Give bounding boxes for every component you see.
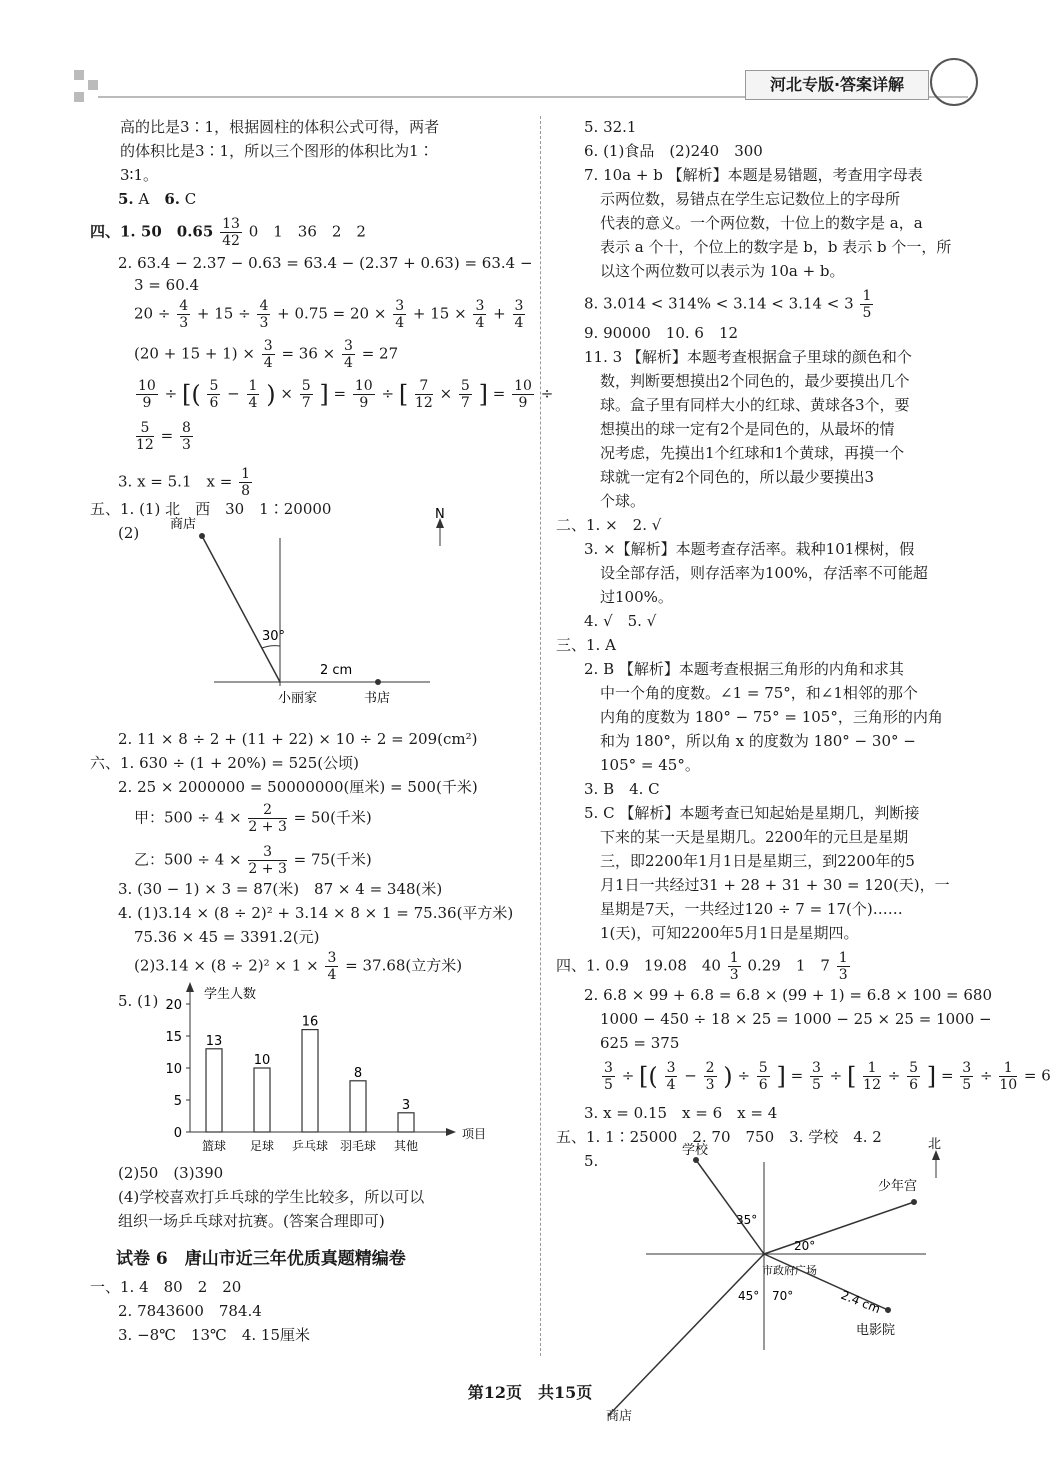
category-label: 其他 bbox=[393, 1139, 419, 1153]
text-line: 2. 63.4 − 2.37 − 0.63 = 63.4 − (2.37 + 0.63) = 63.4 − bbox=[118, 254, 533, 272]
category-label: 羽毛球 bbox=[339, 1139, 377, 1153]
angle-arc bbox=[262, 646, 280, 648]
bar-value-label: 10 bbox=[253, 1053, 271, 1068]
text-line: 1(天)，可知2200年5月1日是星期四。 bbox=[600, 924, 859, 942]
text-line: 以这个两位数可以表示为 10a + b。 bbox=[600, 262, 845, 280]
equation-line: 乙：500 ÷ 4 × $\frac{3}{2 + 3}$ = 75(千米) bbox=[134, 844, 372, 877]
fraction: $\frac{13}{42}$ bbox=[222, 216, 240, 249]
shop-ray bbox=[202, 536, 280, 682]
answer-line: 2. B 【解析】本题考查根据三角形的内角和求其 bbox=[584, 660, 904, 678]
equation-line: $\frac{3}{5}$ ÷ [( $\frac{3}{4}$ − $\frac{2}{3}$ ) ÷ $\frac{5}{6}$ ] = $\frac{3}{5}$ ÷ [ $\frac{1}{12}$ ÷ $\frac{5}{6}$ ] = $\frac{3}{5}$ ÷ $\frac{1}{10}$ = 6 bbox=[604, 1060, 1051, 1093]
direction-map-1 bbox=[150, 507, 510, 716]
text-line: 下来的某一天是星期几。2200年的元旦是星期 bbox=[600, 828, 909, 846]
shop-label: 商店 bbox=[606, 1409, 633, 1424]
text-line: 中一个角的度数。∠1 = 75°，和∠1相邻的那个 bbox=[600, 684, 918, 702]
answer-line: 一、1. 4 80 2 20 bbox=[90, 1278, 242, 1296]
bar-value-label: 3 bbox=[401, 1097, 411, 1113]
shop-label: 商店 bbox=[170, 517, 197, 532]
answer-line: 5. (1) bbox=[118, 992, 159, 1010]
text-line: 625 = 375 bbox=[600, 1034, 680, 1052]
youth-palace-ray bbox=[764, 1202, 914, 1254]
bar bbox=[302, 1030, 318, 1132]
equation-line: 3. x = 5.1 x = $\frac{1}{8}$ bbox=[118, 466, 250, 499]
answer-line: 5. bbox=[584, 1152, 599, 1170]
y-tick-label: 0 bbox=[173, 1126, 182, 1141]
north-label: N bbox=[435, 507, 445, 522]
text-line: 况考虑，先摸出1个红球和1个黄球，再摸一个 bbox=[600, 444, 905, 462]
distance-label: 2.4 cm bbox=[838, 1287, 883, 1317]
angle-70-label: 70° bbox=[772, 1289, 794, 1303]
bar bbox=[254, 1068, 270, 1132]
answer-line: (2)50 (3)390 bbox=[118, 1164, 224, 1182]
text-line: 想摸出的球一定有2个是同色的，从最坏的情 bbox=[600, 420, 895, 438]
direction-map-2 bbox=[596, 1137, 986, 1370]
equation-line: 甲：500 ÷ 4 × $\frac{2}{2 + 3}$ = 50(千米) bbox=[134, 802, 372, 835]
bar-value-label: 8 bbox=[353, 1065, 363, 1081]
text-line: 3 = 60.4 bbox=[134, 276, 200, 294]
y-tick-label: 15 bbox=[165, 1030, 182, 1045]
answer-line: 3. B 4. C bbox=[584, 780, 660, 798]
text-line: 月1日一共经过31 + 28 + 31 + 30 = 120(天)，一 bbox=[600, 876, 950, 894]
answer-line: 7. 10a + b 【解析】本题是易错题，考查用字母表 bbox=[584, 166, 923, 184]
equation-line: 8. 3.014 < 314% < 3.14 < 3.14 < 3 $\frac{1}{5}$ bbox=[584, 288, 872, 321]
text-line: 三，即2200年1月1日是星期三，到2200年的5 bbox=[600, 852, 915, 870]
text-line: 和为 180°，所以角 x 的度数为 180° − 30° − bbox=[600, 732, 916, 750]
answer-line: 4. √ 5. √ bbox=[584, 612, 657, 630]
bookstore-point bbox=[375, 679, 381, 685]
answer-line: 组织一场乒乓球对抗赛。(答案合理即可) bbox=[118, 1212, 385, 1230]
answer-line: 5. C 【解析】本题考查已知起始是星期几，判断接 bbox=[584, 804, 920, 822]
school-ray bbox=[696, 1160, 764, 1254]
equation-line: 20 ÷ $\frac{4}{3}$ + 15 ÷ $\frac{4}{3}$ + 0.75 = 20 × $\frac{3}{4}$ + 15 × $\frac{3}{4}$ + $\frac{3}{4}$ bbox=[134, 298, 524, 331]
page-footer: 第12页 共15页 bbox=[467, 1383, 593, 1402]
x-axis-label: 项目 bbox=[462, 1127, 487, 1141]
equation-line: $\frac{5}{12}$ = $\frac{8}{3}$ bbox=[136, 420, 191, 453]
equation-line: $\frac{10}{9}$ ÷ [( $\frac{5}{6}$ − $\frac{1}{4}$ ) × $\frac{5}{7}$ ] = $\frac{10}{9}$ ÷ [ $\frac{7}{12}$ × $\frac{5}{7}$ ] = $\frac{10}{9}$ ÷ bbox=[138, 378, 554, 411]
shop-ray bbox=[608, 1254, 764, 1416]
equation-line: (20 + 15 + 1) × $\frac{3}{4}$ = 36 × $\frac{3}{4}$ = 27 bbox=[134, 338, 399, 371]
angle-20-label: 20° bbox=[794, 1239, 816, 1253]
answer-line: 5. 32.1 bbox=[584, 118, 637, 136]
text-line: 星期是7天，一共经过120 ÷ 7 = 17(个)…… bbox=[600, 900, 903, 918]
answer-line: 四、1. 50 0.65 $\frac{13}{42}$ 0 1 36 2 2 bbox=[90, 216, 366, 249]
equation-line: (2)3.14 × (8 ÷ 2)² × 1 × $\frac{3}{4}$ = 37.68(立方米) bbox=[134, 950, 463, 983]
answer-line: 75.36 × 45 = 3391.2(元) bbox=[134, 928, 320, 946]
cinema-label: 电影院 bbox=[856, 1323, 896, 1338]
text-line: 代表的意义。一个两位数，十位上的数字是 a，a bbox=[600, 214, 923, 232]
answer-line: 3. (30 − 1) × 3 = 87(米) 87 × 4 = 348(米) bbox=[118, 880, 443, 898]
school-label: 学校 bbox=[682, 1143, 709, 1158]
y-axis-arrow-icon bbox=[186, 982, 194, 992]
corner-decoration bbox=[74, 70, 108, 104]
answer-line: 9. 90000 10. 6 12 bbox=[584, 324, 739, 342]
text-line: 设全部存活，则存活率为100%，存活率不可能超 bbox=[600, 564, 928, 582]
category-label: 足球 bbox=[249, 1139, 275, 1153]
answer-line: 11. 3 【解析】本题考查根据盒子里球的颜色和个 bbox=[584, 348, 912, 366]
answer-line: 三、1. A bbox=[556, 636, 616, 654]
answer-line: 3. −8℃ 13℃ 4. 15厘米 bbox=[118, 1326, 311, 1344]
answer-line: 六、1. 630 ÷ (1 + 20%) = 525(公顷) bbox=[90, 754, 359, 772]
bar-chart bbox=[140, 982, 487, 1162]
text-line: 1000 − 450 ÷ 18 × 25 = 1000 − 25 × 25 = 1000 − bbox=[600, 1010, 992, 1028]
y-axis-label: 学生人数 bbox=[204, 987, 257, 1002]
shop-point bbox=[199, 533, 205, 539]
angle-45-label: 45° bbox=[738, 1289, 760, 1303]
answer-line: 二、1. × 2. √ bbox=[556, 516, 662, 534]
youth-palace-label: 少年宫 bbox=[878, 1179, 918, 1194]
bar bbox=[206, 1049, 222, 1132]
bar-value-label: 16 bbox=[301, 1014, 319, 1030]
text-line: 的体积比是3∶1，所以三个图形的体积比为1∶ bbox=[120, 142, 434, 160]
home-label: 小丽家 bbox=[278, 691, 318, 706]
answer-line: 2. 11 × 8 ÷ 2 + (11 + 22) × 10 ÷ 2 = 209(cm²) bbox=[118, 730, 478, 748]
text-line: 球。盒子里有同样大小的红球、黄球各3个，要 bbox=[600, 396, 910, 414]
paper-title: 试卷 6 唐山市近三年优质真题精编卷 bbox=[116, 1249, 406, 1269]
bar bbox=[398, 1113, 414, 1132]
bar-value-label: 13 bbox=[205, 1033, 223, 1049]
answer-line: (4)学校喜欢打乒乓球的学生比较多，所以可以 bbox=[118, 1188, 425, 1206]
youth-palace-point bbox=[911, 1199, 917, 1205]
y-tick-label: 10 bbox=[165, 1062, 182, 1077]
text-line: 3∶1。 bbox=[120, 166, 158, 184]
text-line: 高的比是3∶1，根据圆柱的体积公式可得，两者 bbox=[120, 118, 440, 136]
text-line: 数，判断要想摸出2个同色的，最少要摸出几个 bbox=[600, 372, 910, 390]
north-label: 北 bbox=[928, 1137, 942, 1152]
answer-line: 2. 7843600 784.4 bbox=[118, 1302, 262, 1320]
center-label: 市政府广场 bbox=[762, 1264, 817, 1277]
header-brand: 河北专版·答案详解 bbox=[745, 70, 929, 100]
category-label: 乒乓球 bbox=[291, 1139, 329, 1153]
y-tick-label: 20 bbox=[165, 998, 182, 1013]
answer-line: 3. x = 0.15 x = 6 x = 4 bbox=[584, 1104, 778, 1122]
answer-line: 5. A 6. C bbox=[118, 190, 197, 208]
angle-label: 30° bbox=[262, 629, 286, 644]
y-tick-label: 5 bbox=[173, 1094, 182, 1109]
answer-line: 2. 6.8 × 99 + 6.8 = 6.8 × (99 + 1) = 6.8 × 100 = 680 bbox=[584, 986, 993, 1004]
answer-line: 2. 25 × 2000000 = 50000000(厘米) = 500(千米) bbox=[118, 778, 478, 796]
equation-line: 四、1. 0.9 19.08 40 $\frac{1}{3}$ 0.29 1 7 $\frac{1}{3}$ bbox=[556, 950, 848, 983]
answer-line: 4. (1)3.14 × (8 ÷ 2)² + 3.14 × 8 × 1 = 75.36(平方米) bbox=[118, 904, 514, 922]
text-line: 示两位数，易错点在学生忘记数位上的字母所 bbox=[600, 190, 901, 208]
text-line: 表示 a 个十，个位上的数字是 b，b 表示 b 个一，所 bbox=[600, 238, 952, 256]
column-divider bbox=[540, 116, 541, 1356]
text-line: 105° = 45°。 bbox=[600, 756, 700, 774]
category-label: 篮球 bbox=[201, 1139, 227, 1153]
bookstore-label: 书店 bbox=[364, 691, 391, 706]
text-line: 球就一定有2个同色的，所以最少要摸出3 bbox=[600, 468, 875, 486]
angle-35-label: 35° bbox=[736, 1213, 758, 1227]
text-line: 内角的度数为 180° − 75° = 105°，三角形的内角 bbox=[600, 708, 943, 726]
text-line: 过100%。 bbox=[600, 588, 673, 606]
x-axis-arrow-icon bbox=[446, 1128, 456, 1136]
answer-line: 6. (1)食品 (2)240 300 bbox=[584, 142, 763, 160]
text-line: 个球。 bbox=[600, 492, 646, 510]
bar bbox=[350, 1081, 366, 1132]
publisher-seal-icon bbox=[930, 58, 978, 106]
answer-line: 五、1. (1) 北 西 30 1∶20000 bbox=[90, 500, 332, 518]
answer-line: 五、1. 1∶25000 2. 70 750 3. 学校 4. 2 bbox=[556, 1128, 882, 1146]
cinema-point bbox=[885, 1307, 891, 1313]
answer-line: (2) bbox=[118, 524, 140, 542]
answer-line: 3. ×【解析】本题考查存活率。栽种101棵树，假 bbox=[584, 540, 915, 558]
distance-label: 2 cm bbox=[320, 663, 353, 678]
